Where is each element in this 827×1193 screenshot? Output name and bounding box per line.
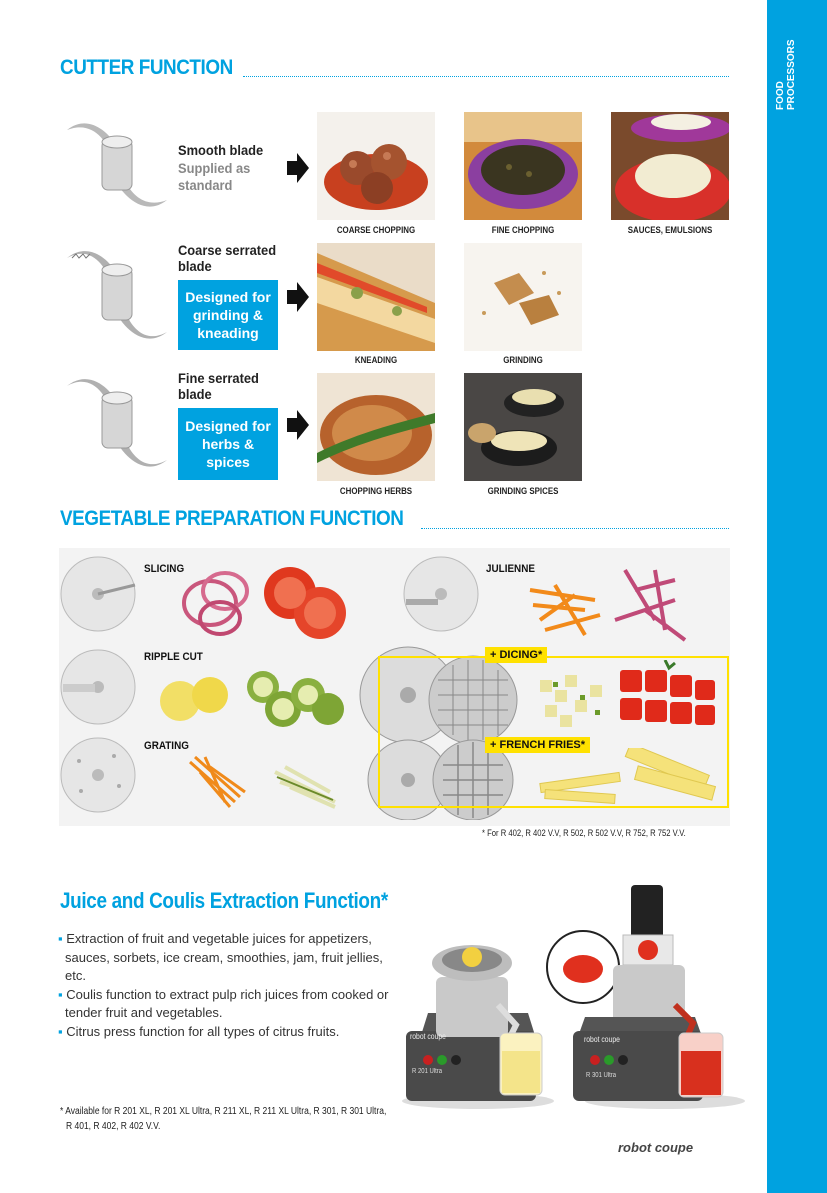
title-rule	[421, 528, 729, 529]
caption-fine-chopping: FINE CHOPPING	[491, 225, 555, 235]
fine-chopping-photo	[464, 112, 582, 220]
coulis-machine-image	[545, 855, 745, 1110]
slicing-label: SLICING	[144, 563, 185, 575]
bullet-text: Extraction of fruit and vegetable juices for appetizers, sauces, sorbets, ice cream, smoothies, jam, fruit jellies, etc.	[65, 931, 383, 983]
smooth-blade-image	[62, 110, 172, 220]
juice-footnote: * Available for R 201 XL, R 201 XL Ultra, R 211 XL, R 211 XL Ultra, R 301, R 301 Ultra,	[60, 1106, 387, 1117]
ripple-cut-label: RIPPLE CUT	[144, 651, 203, 663]
caption-sauces: SAUCES, EMULSIONS	[627, 225, 713, 235]
kneading-photo	[317, 243, 435, 351]
brand-logo: robot coupe	[618, 1140, 694, 1155]
coarse-serrated-blade-image	[62, 236, 172, 354]
slicing-vegetables-image	[180, 563, 350, 643]
grated-vegetables-image	[185, 752, 345, 812]
bullet-text: Coulis function to extract pulp rich juices from cooked or tender fruit and vegetables.	[65, 986, 389, 1020]
arrow-icon	[287, 282, 309, 312]
side-tab-label: FOOD PROCESSORS	[775, 39, 797, 110]
list-item: ▪ Extraction of fruit and vegetable juices for appetizers, sauces, sorbets, ice cream, smoothies, jam, fruit jellies, etc.	[58, 931, 383, 983]
julienne-vegetables-image	[525, 560, 700, 645]
bullet-text: Citrus press function for all types of citrus fruits.	[66, 1023, 340, 1039]
slicing-disc-image	[59, 555, 137, 633]
julienne-label: JULIENNE	[486, 563, 535, 575]
side-tab	[767, 0, 827, 1193]
juicer-machine-image	[398, 935, 558, 1110]
arrow-icon	[287, 153, 309, 183]
diced-vegetables-image	[535, 660, 720, 740]
juice-footnote-line2: R 401, R 402, R 402 V.V.	[66, 1121, 161, 1132]
list-item: ▪ Citrus press function for all types of citrus fruits.	[58, 1023, 340, 1039]
blade-3-badge: Designed for herbs & spices	[178, 408, 278, 480]
blade-1-subtitle: Supplied as standard	[178, 160, 251, 193]
caption-chopping-herbs: CHOPPING HERBS	[339, 486, 413, 496]
machine-1-brand: robot coupe	[410, 1032, 446, 1041]
grating-disc-image	[59, 736, 137, 814]
vegetable-title: VEGETABLE PREPARATION FUNCTION	[60, 507, 404, 530]
blade-2-badge: Designed for grinding & kneading	[178, 280, 278, 350]
french-fries-image	[535, 748, 720, 806]
julienne-disc-image	[402, 555, 480, 633]
dicing-tag: + DICING*	[485, 647, 547, 663]
ripple-disc-image	[59, 648, 137, 726]
fine-serrated-blade-image	[62, 364, 172, 482]
chopping-herbs-photo	[317, 373, 435, 481]
coarse-chopping-photo	[317, 112, 435, 220]
french-fries-tag: + FRENCH FRIES*	[485, 737, 590, 753]
grating-label: GRATING	[144, 740, 189, 752]
machine-1-model: R 201 Ultra	[412, 1068, 443, 1075]
juice-bullet-list	[58, 930, 398, 1041]
machine-2-brand: robot coupe	[584, 1035, 620, 1044]
blade-3-title: Fine serrated blade	[178, 370, 259, 402]
ripple-vegetables-image	[158, 665, 348, 731]
caption-kneading: KNEADING	[354, 355, 398, 365]
caption-grinding-spices: GRINDING SPICES	[487, 486, 559, 496]
vegetable-footnote: * For R 402, R 402 V.V, R 502, R 502 V.V, R 752, R 752 V.V.	[482, 828, 686, 838]
arrow-icon	[287, 410, 309, 440]
grinding-spices-photo	[464, 373, 582, 481]
machine-2-model: R 301 Ultra	[586, 1072, 617, 1079]
caption-coarse-chopping: COARSE CHOPPING	[336, 225, 416, 235]
caption-grinding: GRINDING	[503, 355, 543, 365]
title-rule	[243, 76, 729, 77]
juice-title: Juice and Coulis Extraction Function*	[60, 888, 388, 913]
list-item: ▪ Coulis function to extract pulp rich juices from cooked or tender fruit and vegetables.	[58, 986, 389, 1020]
blade-2-title: Coarse serrated blade	[178, 242, 277, 274]
blade-1-title: Smooth blade	[178, 142, 264, 158]
grinding-photo	[464, 243, 582, 351]
cutter-title: CUTTER FUNCTION	[60, 56, 233, 79]
sauces-photo	[611, 112, 729, 220]
